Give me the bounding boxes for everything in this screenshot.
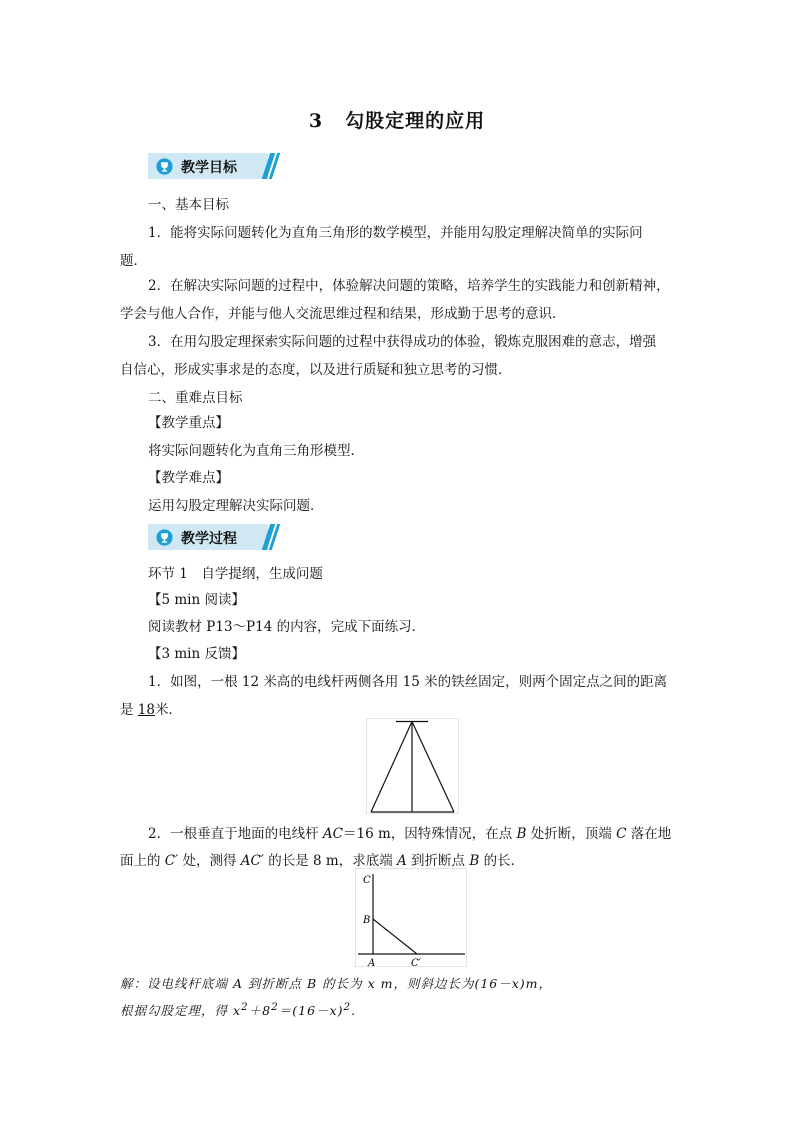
feedback-label: 【3 min 反馈】: [148, 646, 245, 662]
question-1-prefix: 是: [120, 702, 138, 718]
label-c-prime: C′: [411, 958, 421, 968]
trophy-icon: [156, 529, 173, 546]
broken-segment: [373, 919, 417, 954]
question-1-answer: 18: [137, 702, 155, 718]
title-number: 3: [308, 110, 324, 132]
section-label: 教学过程: [181, 531, 237, 547]
question-1-line-1: 1．如图，一根 12 米高的电线杆两侧各用 15 米的铁丝固定，则两个固定点之间的距离: [148, 674, 668, 690]
goal-item-3-line-2: 自信心，形成实事求是的态度，以及进行质疑和独立思考的习惯．: [120, 362, 512, 378]
question-2-line-2: 面上的 C′ 处，测得 AC′ 的长是 8 m，求底端 A 到折断点 B 的长．: [120, 853, 525, 869]
solution-line-2: 根据勾股定理，得 $x^2+8^2=(16-x)^2$.: [120, 1001, 357, 1019]
section-badge-process: [148, 524, 276, 550]
reading-label: 【5 min 阅读】: [148, 592, 245, 608]
trophy-icon: [156, 158, 173, 175]
basic-goals-heading: 一、基本目标: [148, 197, 229, 213]
label-a: A: [368, 958, 376, 968]
page-title: [0, 106, 794, 133]
figure-frame: [356, 869, 467, 967]
figure-broken-pole: [355, 868, 468, 968]
reading-text: 阅读教材 P13～P14 的内容，完成下面练习．: [148, 619, 426, 635]
step-1-heading: 环节 1 自学提纲，生成问题: [148, 566, 323, 582]
goal-item-1-line-2: 题．: [120, 253, 147, 269]
question-2-line-1: 2．一根垂直于地面的电线杆 AC＝16 m，因特殊情况，在点 B 处折断，顶端 C 落在地: [148, 826, 672, 842]
title-text: 勾股定理的应用: [345, 110, 486, 132]
goal-item-2-line-2: 学会与他人合作，并能与他人交流思维过程和结果，形成勤于思考的意识．: [120, 306, 566, 322]
figure-pole-wires: [366, 718, 460, 815]
right-wire: [412, 722, 454, 813]
goal-item-3-line-1: 3．在用勾股定理探索实际问题的过程中获得成功的体验，锻炼克服困难的意志，增强: [148, 334, 657, 350]
goal-item-1-line-1: 1．能将实际问题转化为直角三角形的数学模型，并能用勾股定理解决简单的实际问: [148, 225, 643, 241]
section-badge-goals: [148, 153, 276, 179]
label-b: B: [363, 915, 371, 926]
left-wire: [371, 722, 412, 813]
focus-label: 【教学重点】: [148, 415, 229, 431]
key-goals-heading: 二、重难点目标: [148, 390, 243, 406]
section-label: 教学目标: [181, 160, 237, 176]
goal-item-2-line-1: 2．在解决实际问题的过程中，体验解决问题的策略，培养学生的实践能力和创新精神，: [148, 278, 670, 294]
question-1-line-2: [120, 698, 182, 718]
label-c: C: [363, 875, 371, 886]
solution-line-1: 解：设电线杆底端 A 到折断点 B 的长为 x m，则斜边长为(16－x)m，: [120, 976, 553, 991]
question-1-suffix: 米．: [154, 702, 182, 718]
difficulty-text: 运用勾股定理解决实际问题．: [148, 498, 324, 514]
difficulty-label: 【教学难点】: [148, 470, 229, 486]
focus-text: 将实际问题转化为直角三角形模型．: [148, 443, 364, 459]
